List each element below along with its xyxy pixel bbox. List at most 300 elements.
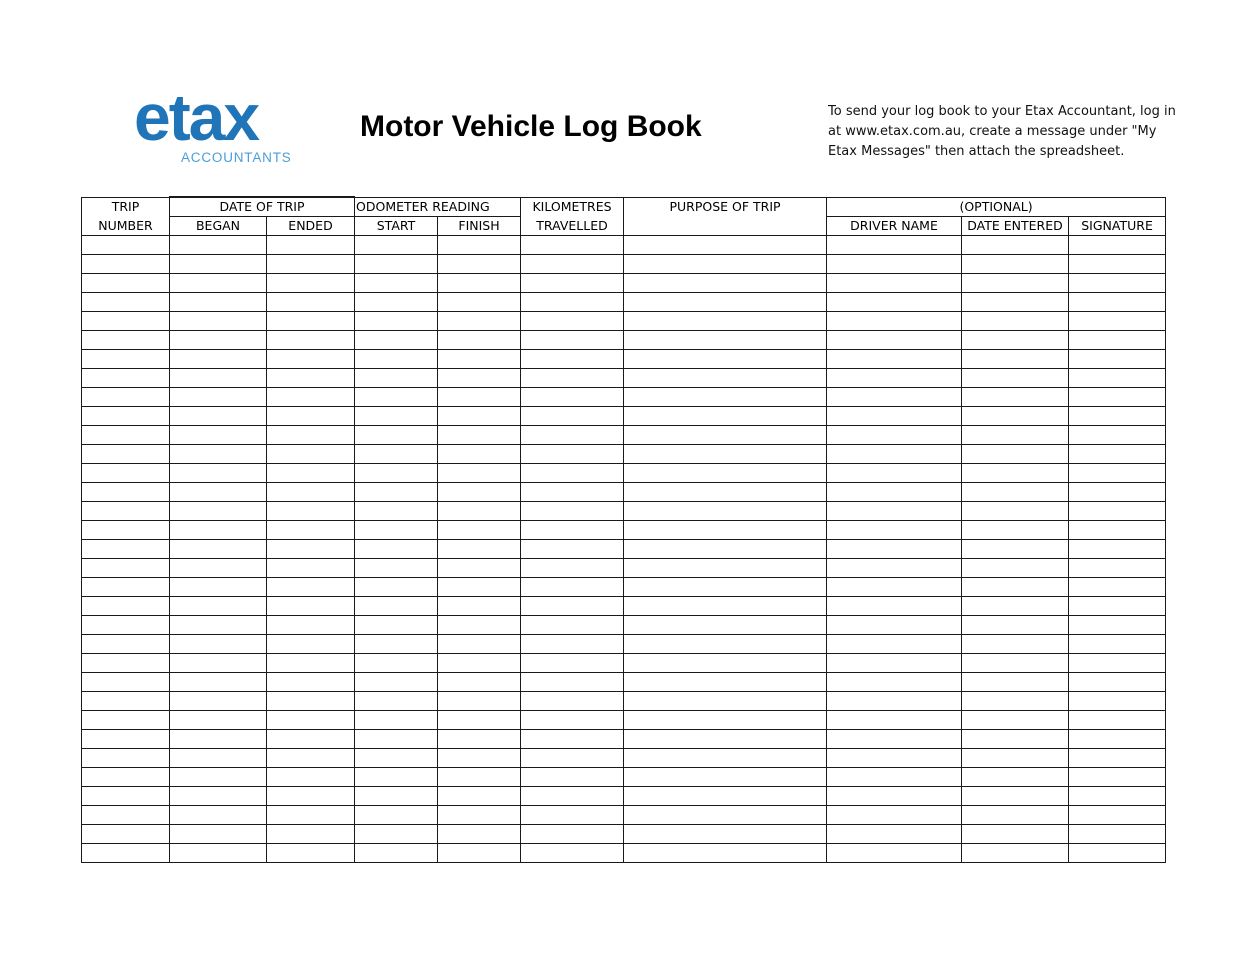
cell-odometer-finish[interactable]: [438, 578, 521, 597]
cell-purpose[interactable]: [624, 445, 827, 464]
cell-kilometres-travelled[interactable]: [521, 540, 624, 559]
cell-date-began[interactable]: [170, 806, 267, 825]
cell-trip-number[interactable]: [82, 673, 170, 692]
cell-date-ended[interactable]: [267, 768, 355, 787]
cell-date-ended[interactable]: [267, 692, 355, 711]
cell-odometer-finish[interactable]: [438, 350, 521, 369]
cell-driver-name[interactable]: [827, 312, 962, 331]
cell-date-ended[interactable]: [267, 388, 355, 407]
cell-trip-number[interactable]: [82, 654, 170, 673]
cell-signature[interactable]: [1069, 559, 1166, 578]
cell-date-began[interactable]: [170, 521, 267, 540]
cell-date-began[interactable]: [170, 692, 267, 711]
cell-trip-number[interactable]: [82, 426, 170, 445]
cell-date-entered[interactable]: [962, 483, 1069, 502]
cell-date-ended[interactable]: [267, 236, 355, 255]
cell-date-began[interactable]: [170, 331, 267, 350]
cell-date-entered[interactable]: [962, 502, 1069, 521]
cell-driver-name[interactable]: [827, 730, 962, 749]
cell-purpose[interactable]: [624, 806, 827, 825]
cell-date-began[interactable]: [170, 445, 267, 464]
cell-date-entered[interactable]: [962, 616, 1069, 635]
cell-date-entered[interactable]: [962, 825, 1069, 844]
cell-kilometres-travelled[interactable]: [521, 255, 624, 274]
cell-trip-number[interactable]: [82, 274, 170, 293]
cell-date-entered[interactable]: [962, 692, 1069, 711]
cell-signature[interactable]: [1069, 255, 1166, 274]
cell-driver-name[interactable]: [827, 407, 962, 426]
cell-driver-name[interactable]: [827, 654, 962, 673]
cell-signature[interactable]: [1069, 673, 1166, 692]
cell-driver-name[interactable]: [827, 825, 962, 844]
cell-signature[interactable]: [1069, 331, 1166, 350]
cell-trip-number[interactable]: [82, 521, 170, 540]
cell-odometer-start[interactable]: [355, 806, 438, 825]
cell-date-began[interactable]: [170, 388, 267, 407]
cell-kilometres-travelled[interactable]: [521, 806, 624, 825]
cell-purpose[interactable]: [624, 255, 827, 274]
cell-odometer-start[interactable]: [355, 635, 438, 654]
cell-odometer-finish[interactable]: [438, 597, 521, 616]
cell-kilometres-travelled[interactable]: [521, 844, 624, 863]
cell-date-ended[interactable]: [267, 426, 355, 445]
cell-date-began[interactable]: [170, 559, 267, 578]
cell-date-entered[interactable]: [962, 255, 1069, 274]
cell-purpose[interactable]: [624, 597, 827, 616]
cell-driver-name[interactable]: [827, 274, 962, 293]
cell-date-entered[interactable]: [962, 293, 1069, 312]
cell-date-entered[interactable]: [962, 521, 1069, 540]
cell-odometer-start[interactable]: [355, 502, 438, 521]
cell-odometer-start[interactable]: [355, 768, 438, 787]
cell-driver-name[interactable]: [827, 806, 962, 825]
cell-date-ended[interactable]: [267, 597, 355, 616]
cell-odometer-finish[interactable]: [438, 464, 521, 483]
cell-date-entered[interactable]: [962, 445, 1069, 464]
cell-driver-name[interactable]: [827, 692, 962, 711]
cell-trip-number[interactable]: [82, 806, 170, 825]
cell-date-entered[interactable]: [962, 654, 1069, 673]
cell-odometer-start[interactable]: [355, 654, 438, 673]
cell-date-entered[interactable]: [962, 768, 1069, 787]
cell-date-entered[interactable]: [962, 426, 1069, 445]
cell-purpose[interactable]: [624, 787, 827, 806]
cell-date-ended[interactable]: [267, 540, 355, 559]
cell-kilometres-travelled[interactable]: [521, 521, 624, 540]
cell-date-began[interactable]: [170, 730, 267, 749]
cell-purpose[interactable]: [624, 711, 827, 730]
cell-signature[interactable]: [1069, 711, 1166, 730]
cell-kilometres-travelled[interactable]: [521, 673, 624, 692]
cell-purpose[interactable]: [624, 369, 827, 388]
cell-date-began[interactable]: [170, 825, 267, 844]
cell-trip-number[interactable]: [82, 768, 170, 787]
cell-driver-name[interactable]: [827, 673, 962, 692]
cell-purpose[interactable]: [624, 293, 827, 312]
cell-date-ended[interactable]: [267, 825, 355, 844]
cell-driver-name[interactable]: [827, 350, 962, 369]
cell-odometer-finish[interactable]: [438, 540, 521, 559]
cell-odometer-start[interactable]: [355, 236, 438, 255]
cell-purpose[interactable]: [624, 407, 827, 426]
cell-date-began[interactable]: [170, 312, 267, 331]
cell-trip-number[interactable]: [82, 483, 170, 502]
cell-date-ended[interactable]: [267, 616, 355, 635]
cell-driver-name[interactable]: [827, 578, 962, 597]
cell-kilometres-travelled[interactable]: [521, 787, 624, 806]
cell-purpose[interactable]: [624, 768, 827, 787]
cell-trip-number[interactable]: [82, 825, 170, 844]
cell-purpose[interactable]: [624, 521, 827, 540]
cell-driver-name[interactable]: [827, 559, 962, 578]
cell-trip-number[interactable]: [82, 407, 170, 426]
cell-date-ended[interactable]: [267, 369, 355, 388]
cell-kilometres-travelled[interactable]: [521, 407, 624, 426]
cell-driver-name[interactable]: [827, 787, 962, 806]
cell-odometer-finish[interactable]: [438, 388, 521, 407]
cell-driver-name[interactable]: [827, 540, 962, 559]
cell-date-began[interactable]: [170, 274, 267, 293]
cell-kilometres-travelled[interactable]: [521, 388, 624, 407]
cell-date-ended[interactable]: [267, 730, 355, 749]
cell-kilometres-travelled[interactable]: [521, 825, 624, 844]
cell-date-began[interactable]: [170, 578, 267, 597]
cell-kilometres-travelled[interactable]: [521, 692, 624, 711]
cell-odometer-start[interactable]: [355, 369, 438, 388]
cell-date-entered[interactable]: [962, 844, 1069, 863]
cell-kilometres-travelled[interactable]: [521, 369, 624, 388]
cell-driver-name[interactable]: [827, 844, 962, 863]
cell-odometer-start[interactable]: [355, 350, 438, 369]
cell-date-began[interactable]: [170, 768, 267, 787]
cell-odometer-start[interactable]: [355, 673, 438, 692]
cell-odometer-finish[interactable]: [438, 559, 521, 578]
cell-purpose[interactable]: [624, 559, 827, 578]
cell-odometer-start[interactable]: [355, 483, 438, 502]
cell-date-began[interactable]: [170, 255, 267, 274]
cell-odometer-start[interactable]: [355, 445, 438, 464]
cell-purpose[interactable]: [624, 331, 827, 350]
cell-date-ended[interactable]: [267, 749, 355, 768]
cell-date-entered[interactable]: [962, 806, 1069, 825]
cell-driver-name[interactable]: [827, 331, 962, 350]
cell-signature[interactable]: [1069, 768, 1166, 787]
cell-signature[interactable]: [1069, 825, 1166, 844]
cell-trip-number[interactable]: [82, 635, 170, 654]
cell-signature[interactable]: [1069, 369, 1166, 388]
cell-signature[interactable]: [1069, 654, 1166, 673]
cell-trip-number[interactable]: [82, 787, 170, 806]
cell-purpose[interactable]: [624, 540, 827, 559]
cell-odometer-finish[interactable]: [438, 654, 521, 673]
cell-signature[interactable]: [1069, 844, 1166, 863]
cell-odometer-start[interactable]: [355, 559, 438, 578]
cell-odometer-finish[interactable]: [438, 730, 521, 749]
cell-trip-number[interactable]: [82, 236, 170, 255]
cell-trip-number[interactable]: [82, 388, 170, 407]
cell-kilometres-travelled[interactable]: [521, 749, 624, 768]
cell-date-began[interactable]: [170, 293, 267, 312]
cell-odometer-finish[interactable]: [438, 255, 521, 274]
cell-trip-number[interactable]: [82, 749, 170, 768]
cell-odometer-finish[interactable]: [438, 483, 521, 502]
cell-date-ended[interactable]: [267, 445, 355, 464]
cell-date-entered[interactable]: [962, 236, 1069, 255]
cell-date-ended[interactable]: [267, 673, 355, 692]
cell-driver-name[interactable]: [827, 749, 962, 768]
cell-purpose[interactable]: [624, 236, 827, 255]
cell-signature[interactable]: [1069, 749, 1166, 768]
cell-kilometres-travelled[interactable]: [521, 331, 624, 350]
cell-signature[interactable]: [1069, 350, 1166, 369]
cell-trip-number[interactable]: [82, 312, 170, 331]
cell-kilometres-travelled[interactable]: [521, 293, 624, 312]
cell-odometer-finish[interactable]: [438, 711, 521, 730]
cell-date-began[interactable]: [170, 711, 267, 730]
cell-signature[interactable]: [1069, 597, 1166, 616]
cell-signature[interactable]: [1069, 407, 1166, 426]
cell-kilometres-travelled[interactable]: [521, 426, 624, 445]
cell-date-began[interactable]: [170, 787, 267, 806]
cell-odometer-finish[interactable]: [438, 312, 521, 331]
cell-kilometres-travelled[interactable]: [521, 578, 624, 597]
cell-trip-number[interactable]: [82, 578, 170, 597]
cell-odometer-start[interactable]: [355, 616, 438, 635]
cell-kilometres-travelled[interactable]: [521, 274, 624, 293]
cell-odometer-finish[interactable]: [438, 293, 521, 312]
cell-date-began[interactable]: [170, 236, 267, 255]
cell-date-entered[interactable]: [962, 464, 1069, 483]
cell-date-entered[interactable]: [962, 673, 1069, 692]
cell-date-ended[interactable]: [267, 654, 355, 673]
cell-date-entered[interactable]: [962, 730, 1069, 749]
cell-odometer-start[interactable]: [355, 825, 438, 844]
cell-purpose[interactable]: [624, 464, 827, 483]
cell-odometer-finish[interactable]: [438, 445, 521, 464]
cell-signature[interactable]: [1069, 445, 1166, 464]
cell-date-entered[interactable]: [962, 388, 1069, 407]
cell-odometer-start[interactable]: [355, 521, 438, 540]
cell-odometer-start[interactable]: [355, 388, 438, 407]
cell-purpose[interactable]: [624, 616, 827, 635]
cell-kilometres-travelled[interactable]: [521, 635, 624, 654]
cell-date-ended[interactable]: [267, 483, 355, 502]
cell-driver-name[interactable]: [827, 445, 962, 464]
cell-signature[interactable]: [1069, 312, 1166, 331]
cell-date-entered[interactable]: [962, 559, 1069, 578]
cell-signature[interactable]: [1069, 692, 1166, 711]
cell-odometer-start[interactable]: [355, 578, 438, 597]
cell-signature[interactable]: [1069, 521, 1166, 540]
cell-signature[interactable]: [1069, 236, 1166, 255]
cell-driver-name[interactable]: [827, 597, 962, 616]
cell-kilometres-travelled[interactable]: [521, 236, 624, 255]
cell-driver-name[interactable]: [827, 768, 962, 787]
cell-date-ended[interactable]: [267, 559, 355, 578]
cell-odometer-start[interactable]: [355, 274, 438, 293]
cell-date-entered[interactable]: [962, 274, 1069, 293]
cell-signature[interactable]: [1069, 540, 1166, 559]
cell-driver-name[interactable]: [827, 426, 962, 445]
cell-odometer-finish[interactable]: [438, 369, 521, 388]
cell-kilometres-travelled[interactable]: [521, 445, 624, 464]
cell-trip-number[interactable]: [82, 293, 170, 312]
cell-date-began[interactable]: [170, 426, 267, 445]
cell-date-ended[interactable]: [267, 578, 355, 597]
cell-odometer-finish[interactable]: [438, 806, 521, 825]
cell-driver-name[interactable]: [827, 388, 962, 407]
cell-date-entered[interactable]: [962, 749, 1069, 768]
cell-odometer-finish[interactable]: [438, 844, 521, 863]
cell-signature[interactable]: [1069, 426, 1166, 445]
cell-date-began[interactable]: [170, 654, 267, 673]
cell-date-began[interactable]: [170, 540, 267, 559]
cell-driver-name[interactable]: [827, 711, 962, 730]
cell-date-ended[interactable]: [267, 312, 355, 331]
cell-date-ended[interactable]: [267, 635, 355, 654]
cell-trip-number[interactable]: [82, 331, 170, 350]
cell-signature[interactable]: [1069, 483, 1166, 502]
cell-trip-number[interactable]: [82, 350, 170, 369]
cell-odometer-finish[interactable]: [438, 331, 521, 350]
cell-date-began[interactable]: [170, 749, 267, 768]
cell-kilometres-travelled[interactable]: [521, 711, 624, 730]
cell-odometer-finish[interactable]: [438, 692, 521, 711]
cell-trip-number[interactable]: [82, 559, 170, 578]
cell-date-ended[interactable]: [267, 255, 355, 274]
cell-odometer-start[interactable]: [355, 407, 438, 426]
cell-purpose[interactable]: [624, 388, 827, 407]
cell-odometer-start[interactable]: [355, 293, 438, 312]
cell-date-ended[interactable]: [267, 844, 355, 863]
cell-odometer-start[interactable]: [355, 426, 438, 445]
cell-odometer-finish[interactable]: [438, 635, 521, 654]
cell-odometer-start[interactable]: [355, 331, 438, 350]
cell-date-ended[interactable]: [267, 502, 355, 521]
cell-date-ended[interactable]: [267, 464, 355, 483]
cell-signature[interactable]: [1069, 388, 1166, 407]
cell-odometer-start[interactable]: [355, 749, 438, 768]
cell-driver-name[interactable]: [827, 502, 962, 521]
cell-signature[interactable]: [1069, 730, 1166, 749]
cell-date-entered[interactable]: [962, 540, 1069, 559]
cell-odometer-finish[interactable]: [438, 787, 521, 806]
cell-kilometres-travelled[interactable]: [521, 350, 624, 369]
cell-trip-number[interactable]: [82, 369, 170, 388]
cell-purpose[interactable]: [624, 350, 827, 369]
cell-purpose[interactable]: [624, 654, 827, 673]
cell-signature[interactable]: [1069, 635, 1166, 654]
cell-trip-number[interactable]: [82, 540, 170, 559]
cell-trip-number[interactable]: [82, 255, 170, 274]
cell-trip-number[interactable]: [82, 502, 170, 521]
cell-kilometres-travelled[interactable]: [521, 464, 624, 483]
cell-purpose[interactable]: [624, 749, 827, 768]
cell-signature[interactable]: [1069, 578, 1166, 597]
cell-kilometres-travelled[interactable]: [521, 654, 624, 673]
cell-trip-number[interactable]: [82, 445, 170, 464]
cell-odometer-finish[interactable]: [438, 407, 521, 426]
cell-purpose[interactable]: [624, 502, 827, 521]
cell-kilometres-travelled[interactable]: [521, 502, 624, 521]
cell-driver-name[interactable]: [827, 616, 962, 635]
cell-date-entered[interactable]: [962, 597, 1069, 616]
cell-date-began[interactable]: [170, 673, 267, 692]
cell-date-ended[interactable]: [267, 274, 355, 293]
cell-odometer-start[interactable]: [355, 255, 438, 274]
cell-date-began[interactable]: [170, 483, 267, 502]
cell-driver-name[interactable]: [827, 293, 962, 312]
cell-trip-number[interactable]: [82, 597, 170, 616]
cell-trip-number[interactable]: [82, 711, 170, 730]
cell-signature[interactable]: [1069, 787, 1166, 806]
cell-date-ended[interactable]: [267, 407, 355, 426]
cell-purpose[interactable]: [624, 692, 827, 711]
cell-signature[interactable]: [1069, 616, 1166, 635]
cell-odometer-finish[interactable]: [438, 825, 521, 844]
cell-purpose[interactable]: [624, 844, 827, 863]
cell-odometer-finish[interactable]: [438, 768, 521, 787]
cell-date-ended[interactable]: [267, 293, 355, 312]
cell-date-began[interactable]: [170, 407, 267, 426]
cell-date-entered[interactable]: [962, 711, 1069, 730]
cell-odometer-finish[interactable]: [438, 673, 521, 692]
cell-odometer-finish[interactable]: [438, 749, 521, 768]
cell-purpose[interactable]: [624, 578, 827, 597]
cell-odometer-start[interactable]: [355, 787, 438, 806]
cell-signature[interactable]: [1069, 274, 1166, 293]
cell-driver-name[interactable]: [827, 521, 962, 540]
cell-date-entered[interactable]: [962, 312, 1069, 331]
cell-signature[interactable]: [1069, 464, 1166, 483]
cell-odometer-finish[interactable]: [438, 521, 521, 540]
cell-purpose[interactable]: [624, 635, 827, 654]
cell-odometer-finish[interactable]: [438, 274, 521, 293]
cell-odometer-finish[interactable]: [438, 616, 521, 635]
cell-purpose[interactable]: [624, 483, 827, 502]
cell-date-ended[interactable]: [267, 331, 355, 350]
cell-odometer-start[interactable]: [355, 540, 438, 559]
cell-purpose[interactable]: [624, 426, 827, 445]
cell-trip-number[interactable]: [82, 844, 170, 863]
cell-signature[interactable]: [1069, 293, 1166, 312]
cell-purpose[interactable]: [624, 673, 827, 692]
cell-date-began[interactable]: [170, 844, 267, 863]
cell-purpose[interactable]: [624, 274, 827, 293]
cell-driver-name[interactable]: [827, 483, 962, 502]
cell-date-entered[interactable]: [962, 578, 1069, 597]
cell-date-entered[interactable]: [962, 407, 1069, 426]
cell-driver-name[interactable]: [827, 369, 962, 388]
cell-date-began[interactable]: [170, 369, 267, 388]
cell-date-began[interactable]: [170, 616, 267, 635]
cell-date-began[interactable]: [170, 502, 267, 521]
cell-purpose[interactable]: [624, 730, 827, 749]
cell-odometer-finish[interactable]: [438, 502, 521, 521]
cell-date-ended[interactable]: [267, 350, 355, 369]
cell-signature[interactable]: [1069, 502, 1166, 521]
cell-trip-number[interactable]: [82, 616, 170, 635]
cell-date-began[interactable]: [170, 635, 267, 654]
cell-odometer-finish[interactable]: [438, 236, 521, 255]
cell-odometer-start[interactable]: [355, 711, 438, 730]
cell-purpose[interactable]: [624, 825, 827, 844]
cell-odometer-start[interactable]: [355, 692, 438, 711]
cell-date-began[interactable]: [170, 350, 267, 369]
cell-purpose[interactable]: [624, 312, 827, 331]
cell-kilometres-travelled[interactable]: [521, 312, 624, 331]
cell-signature[interactable]: [1069, 806, 1166, 825]
